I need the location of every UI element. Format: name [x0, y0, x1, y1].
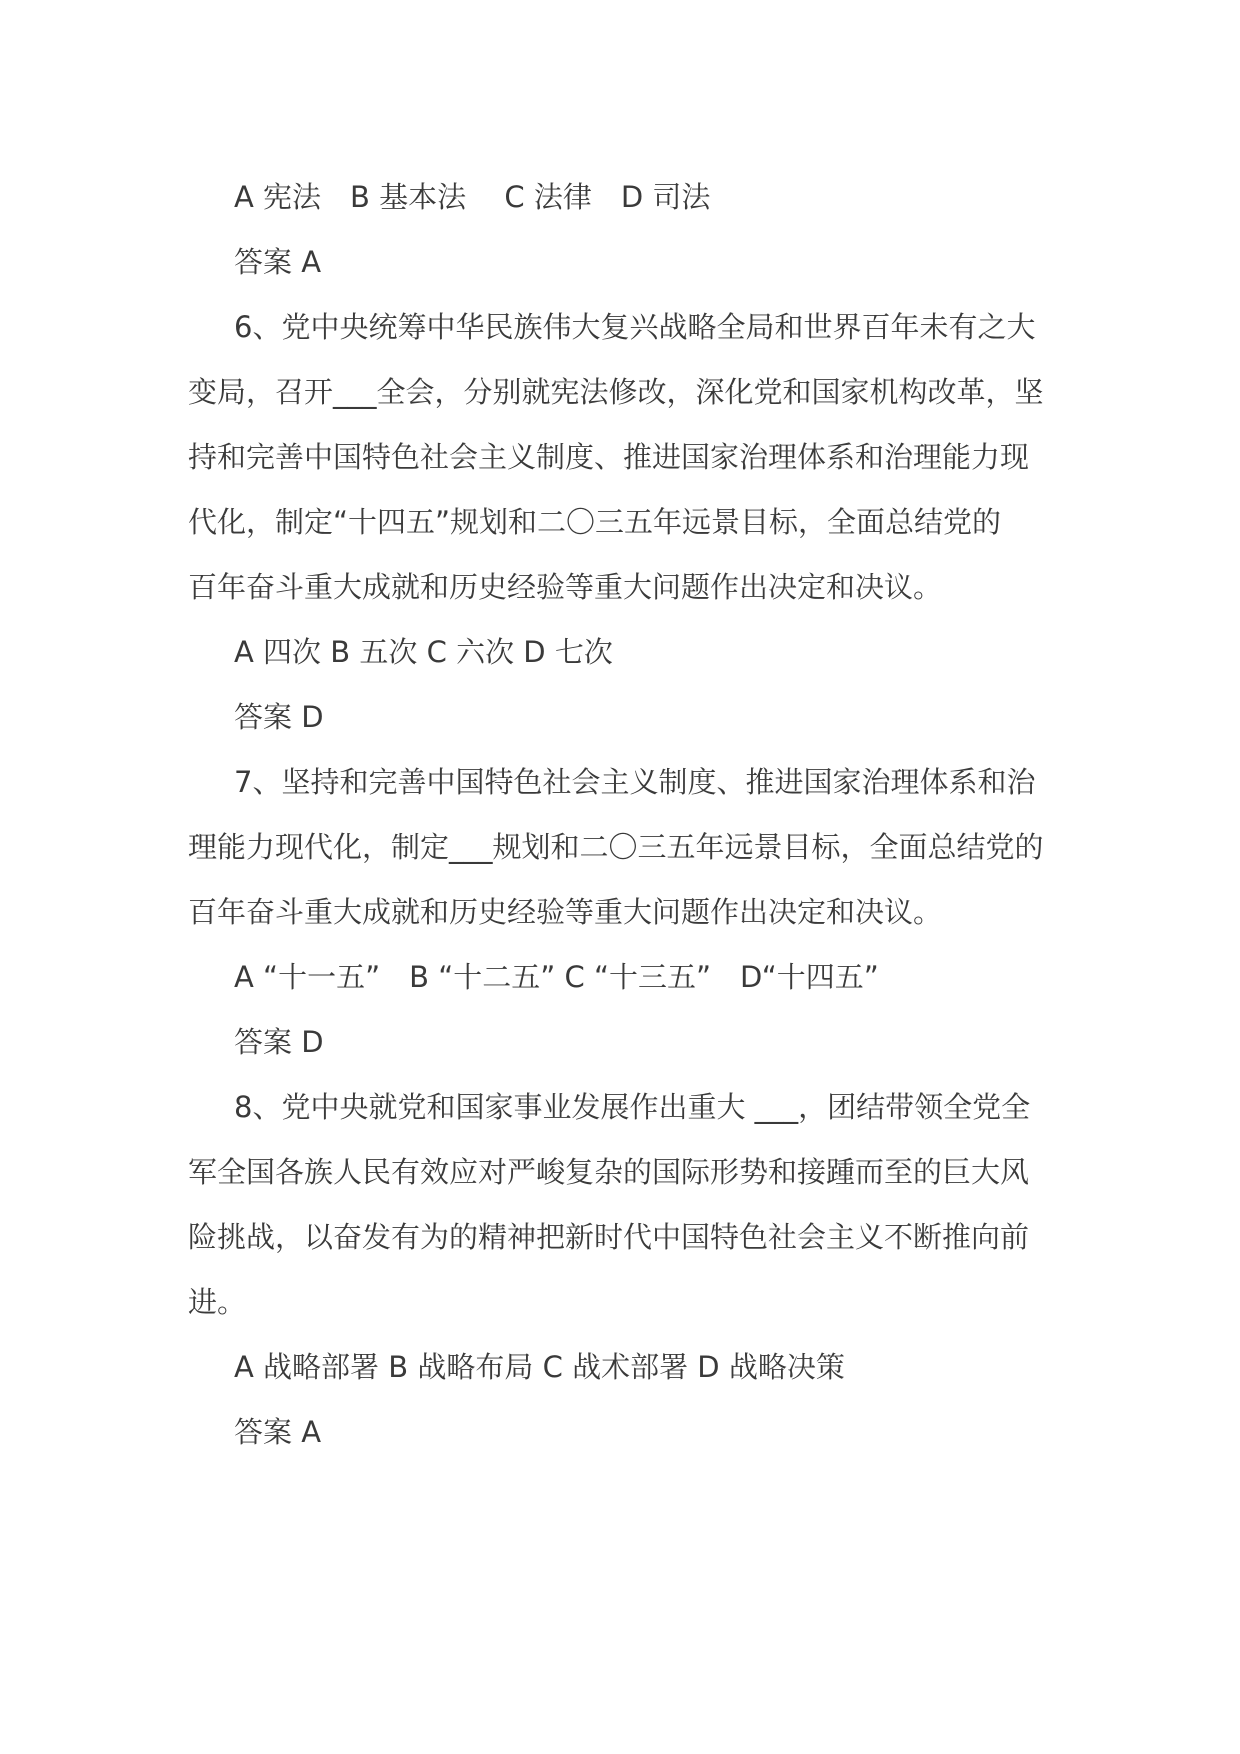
answer-line: 答案 A: [234, 245, 322, 279]
question-7-line: 理能力现代化，制定___规划和二〇三五年远景目标，全面总结党的: [188, 830, 1044, 864]
options-line: A 战略部署 B 战略布局 C 战术部署 D 战略决策: [234, 1350, 845, 1384]
question-8-line: 险挑战，以奋发有为的精神把新时代中国特色社会主义不断推向前: [188, 1220, 1030, 1254]
question-7-line: 7、坚持和完善中国特色社会主义制度、推进国家治理体系和治: [234, 765, 1036, 799]
options-line: A “十一五” B “十二五” C “十三五” D“十四五”: [234, 960, 879, 994]
question-6-line: 百年奋斗重大成就和历史经验等重大问题作出决定和决议。: [188, 570, 943, 604]
question-6-line: 持和完善中国特色社会主义制度、推进国家治理体系和治理能力现: [188, 440, 1030, 474]
options-line: A 四次 B 五次 C 六次 D 七次: [234, 635, 613, 669]
question-6-line: 变局，召开___全会，分别就宪法修改，深化党和国家机构改革，坚: [188, 375, 1044, 409]
document-body: [188, 165, 1058, 1465]
question-8-line: 8、党中央就党和国家事业发展作出重大 ___，团结带领全党全: [234, 1090, 1031, 1124]
answer-line: 答案 D: [234, 700, 324, 734]
answer-line: 答案 D: [234, 1025, 324, 1059]
question-6-line: 代化，制定“十四五”规划和二〇三五年远景目标，全面总结党的: [188, 505, 1002, 539]
question-8-line: 进。: [188, 1285, 247, 1319]
question-8-line: 军全国各族人民有效应对严峻复杂的国际形势和接踵而至的巨大风: [188, 1155, 1030, 1189]
question-7-line: 百年奋斗重大成就和历史经验等重大问题作出决定和决议。: [188, 895, 943, 929]
answer-line: 答案 A: [234, 1415, 322, 1449]
question-6-line: 6、党中央统筹中华民族伟大复兴战略全局和世界百年未有之大: [234, 310, 1036, 344]
options-line: A 宪法 B 基本法 C 法律 D 司法: [234, 180, 711, 214]
